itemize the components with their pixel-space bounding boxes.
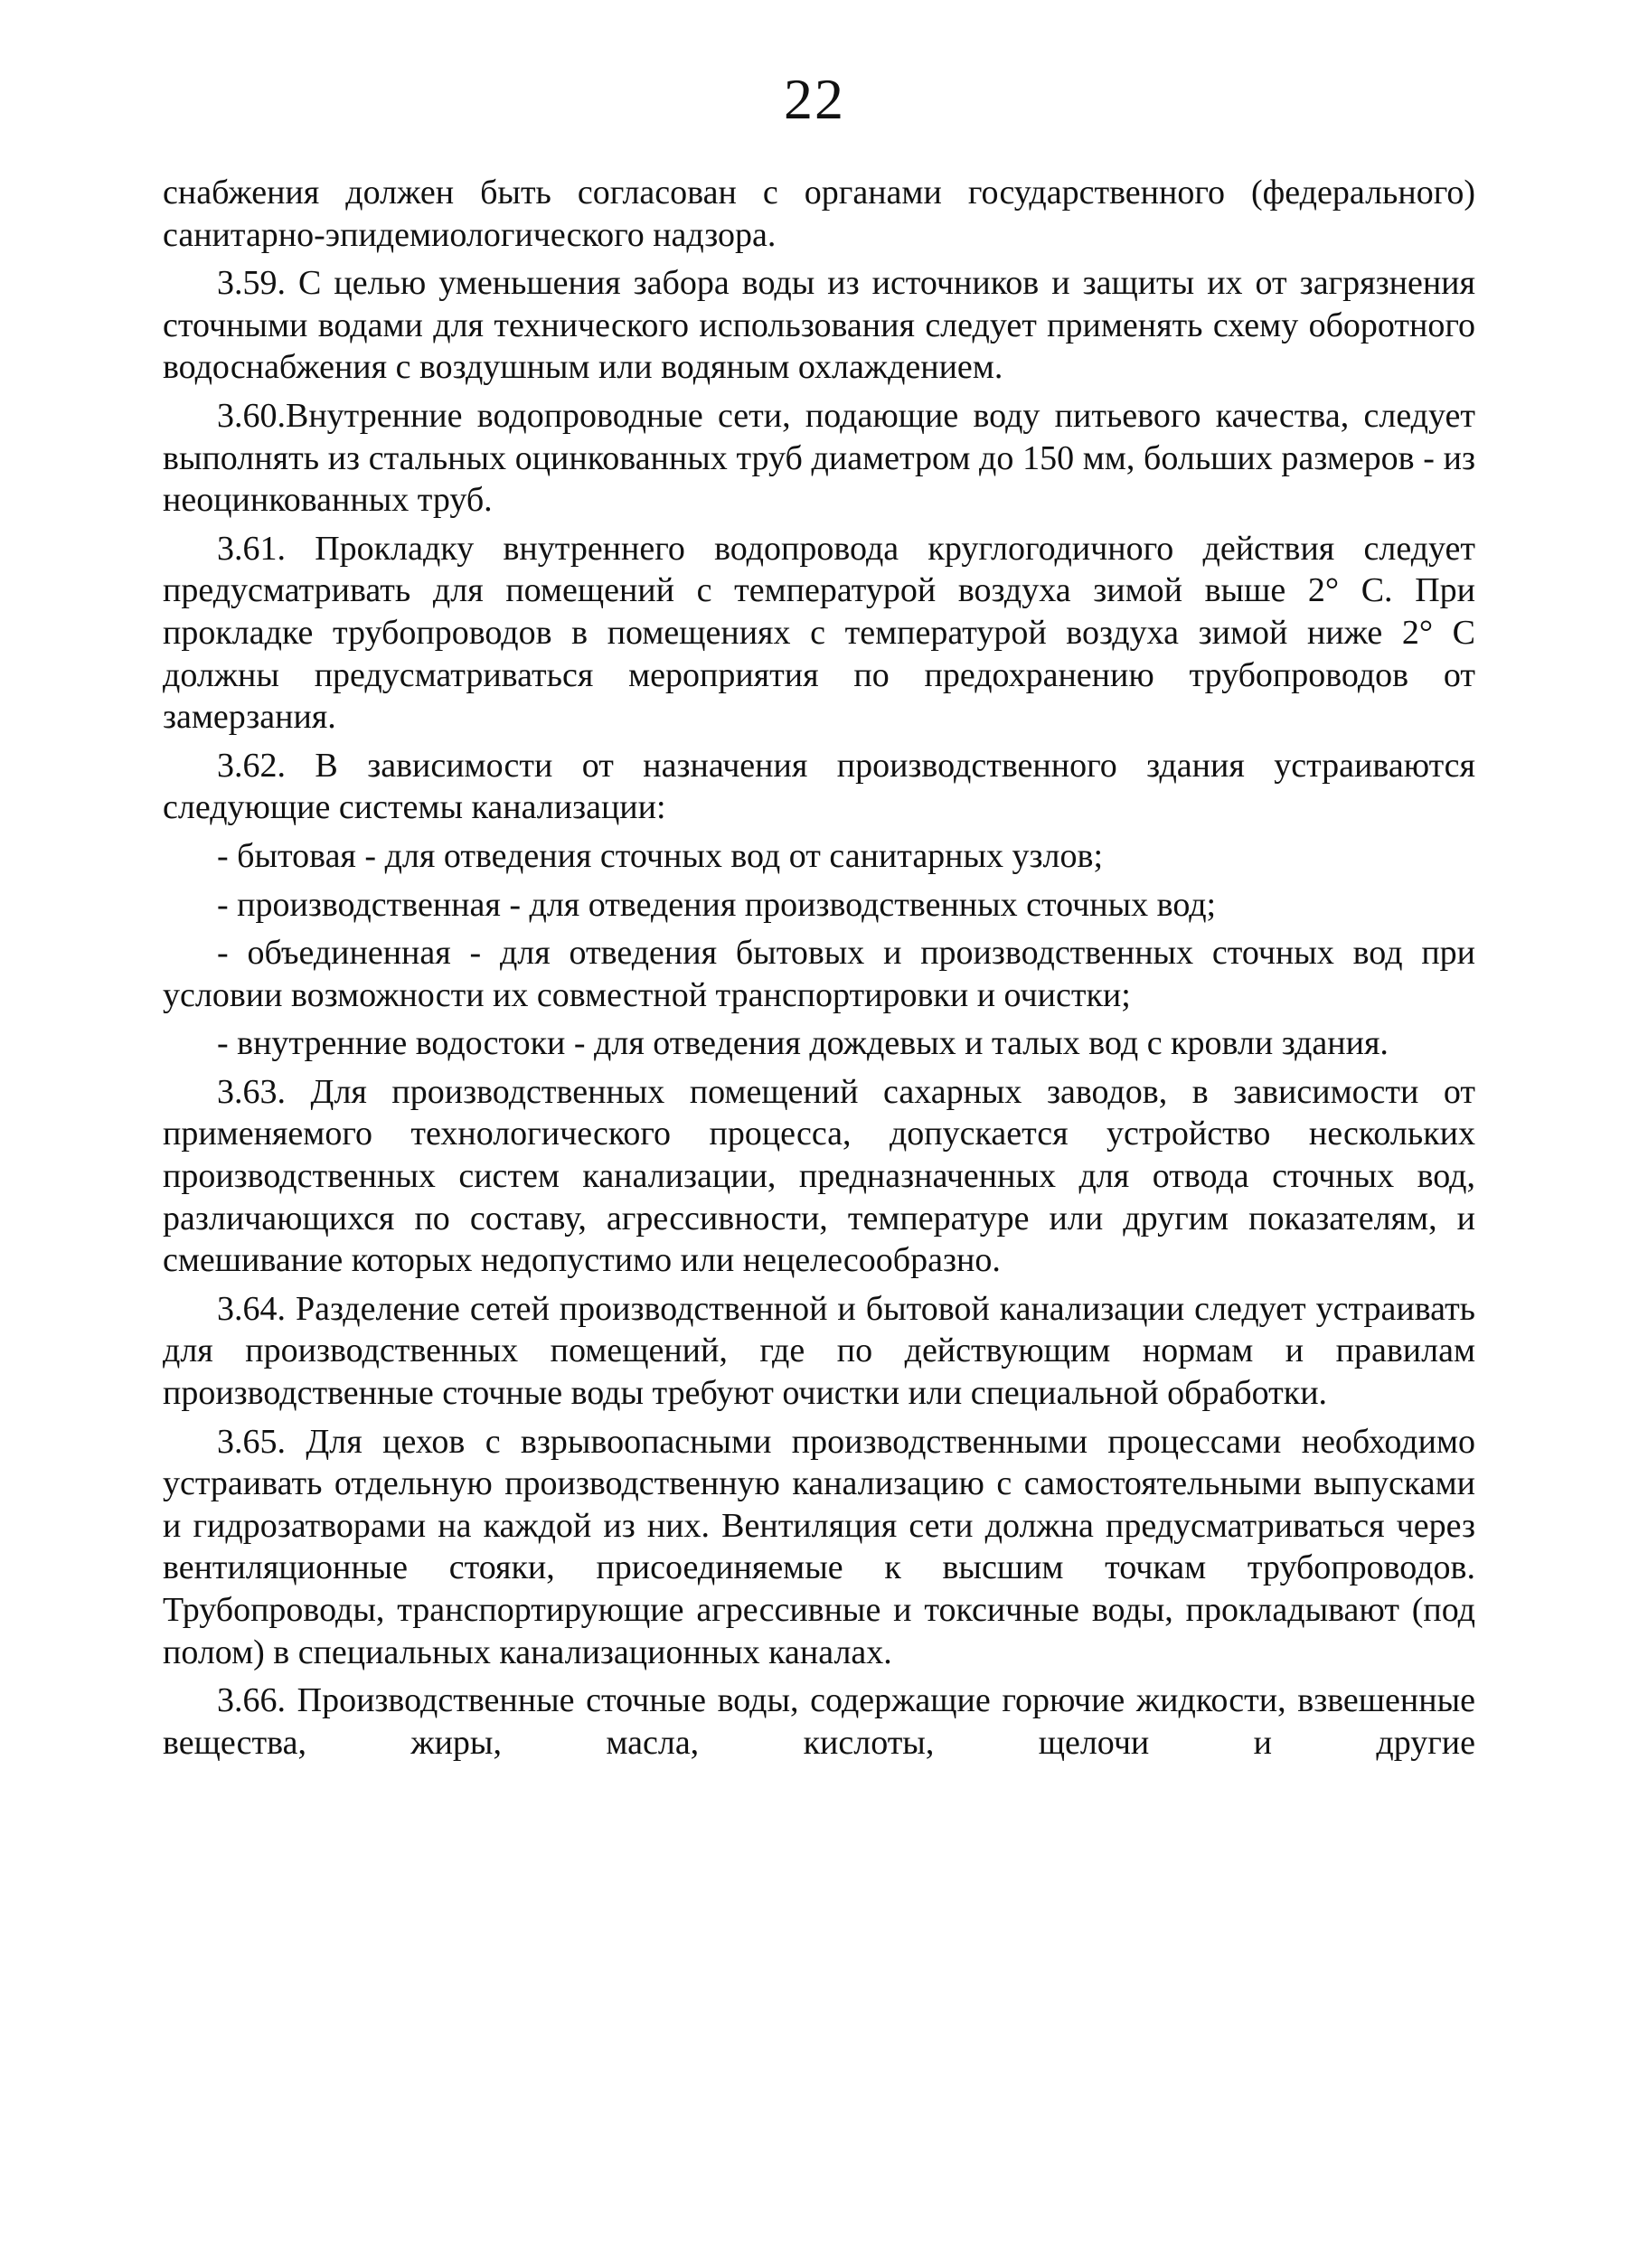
list-item-combined: - объединенная - для отведения бытовых и производственных сточных вод при условии возможности их совместной транспортировки и очистки; xyxy=(163,934,1475,1014)
paragraph-3-60: 3.60.Внутренние водопроводные сети, подающие воду питьевого качества, следует выполнять из стальных оцинкованных труб диаметром до 150 мм, больших размеров - из неоцинкованных труб. xyxy=(163,396,1475,520)
paragraph-3-59: 3.59. С целью уменьшения забора воды из источников и защиты их от загрязнения сточными водами для технического использования следует применять схему оборотного водоснабжения с воздушным или водяным охлаждением. xyxy=(163,264,1475,387)
paragraph-3-64: 3.64. Разделение сетей производственной и бытовой канализации следует устраивать для производственных помещений, где по действующим нормам и правилам производственные сточные воды требуют очистки или специальной обработки. xyxy=(163,1289,1475,1413)
paragraph-continuation: снабжения должен быть согласован с органами государственного (федерального) санитарно-эпидемиологического надзора. xyxy=(163,174,1475,254)
page-number: 22 xyxy=(784,67,845,131)
list-item-industrial: - производственная - для отведения производственных сточных вод; xyxy=(217,885,1217,924)
body-text xyxy=(163,172,1475,1770)
paragraph-3-65: 3.65. Для цехов с взрывоопасными производственными процессами необходимо устраивать отдельную производственную канализацию с самостоятельными выпусками и гидрозатворами на каждой из них. Вентиляция сети должна предусматриваться через вентиляционные стояки, присоединяемые к высшим точкам трубопроводов. Трубопроводы, транспортирующие агрессивные и токсичные воды, прокладывают (под полом) в специальных канализационных каналах. xyxy=(163,1422,1475,1671)
list-item-internal-drains: - внутренние водостоки - для отведения дождевых и талых вод с кровли здания. xyxy=(217,1024,1389,1063)
paragraph-3-61: 3.61. Прокладку внутреннего водопровода круглогодичного действия следует предусматривать для помещений с температурой воздуха зимой выше 2° С. При прокладке трубопроводов в помещениях с температурой воздуха зимой ниже 2° С должны предусматриваться мероприятия по предохранению трубопроводов от замерзания. xyxy=(163,529,1475,737)
paragraph-3-63: 3.63. Для производственных помещений сахарных заводов, в зависимости от применяемого технологического процесса, допускается устройство нескольких производственных систем канализации, предназначенных для отвода сточных вод, различающихся по составу, агрессивности, температуре или другим показателям, и смешивание которых недопустимо или нецелесообразно. xyxy=(163,1072,1475,1280)
paragraph-3-62: 3.62. В зависимости от назначения производственного здания устраиваются следующие системы канализации: xyxy=(163,746,1475,827)
list-item-domestic: - бытовая - для отведения сточных вод от санитарных узлов; xyxy=(217,836,1104,875)
paragraph-3-66: 3.66. Производственные сточные воды, содержащие горючие жидкости, взвешенные вещества, жиры, масла, кислоты, щелочи и другие xyxy=(163,1681,1475,1762)
